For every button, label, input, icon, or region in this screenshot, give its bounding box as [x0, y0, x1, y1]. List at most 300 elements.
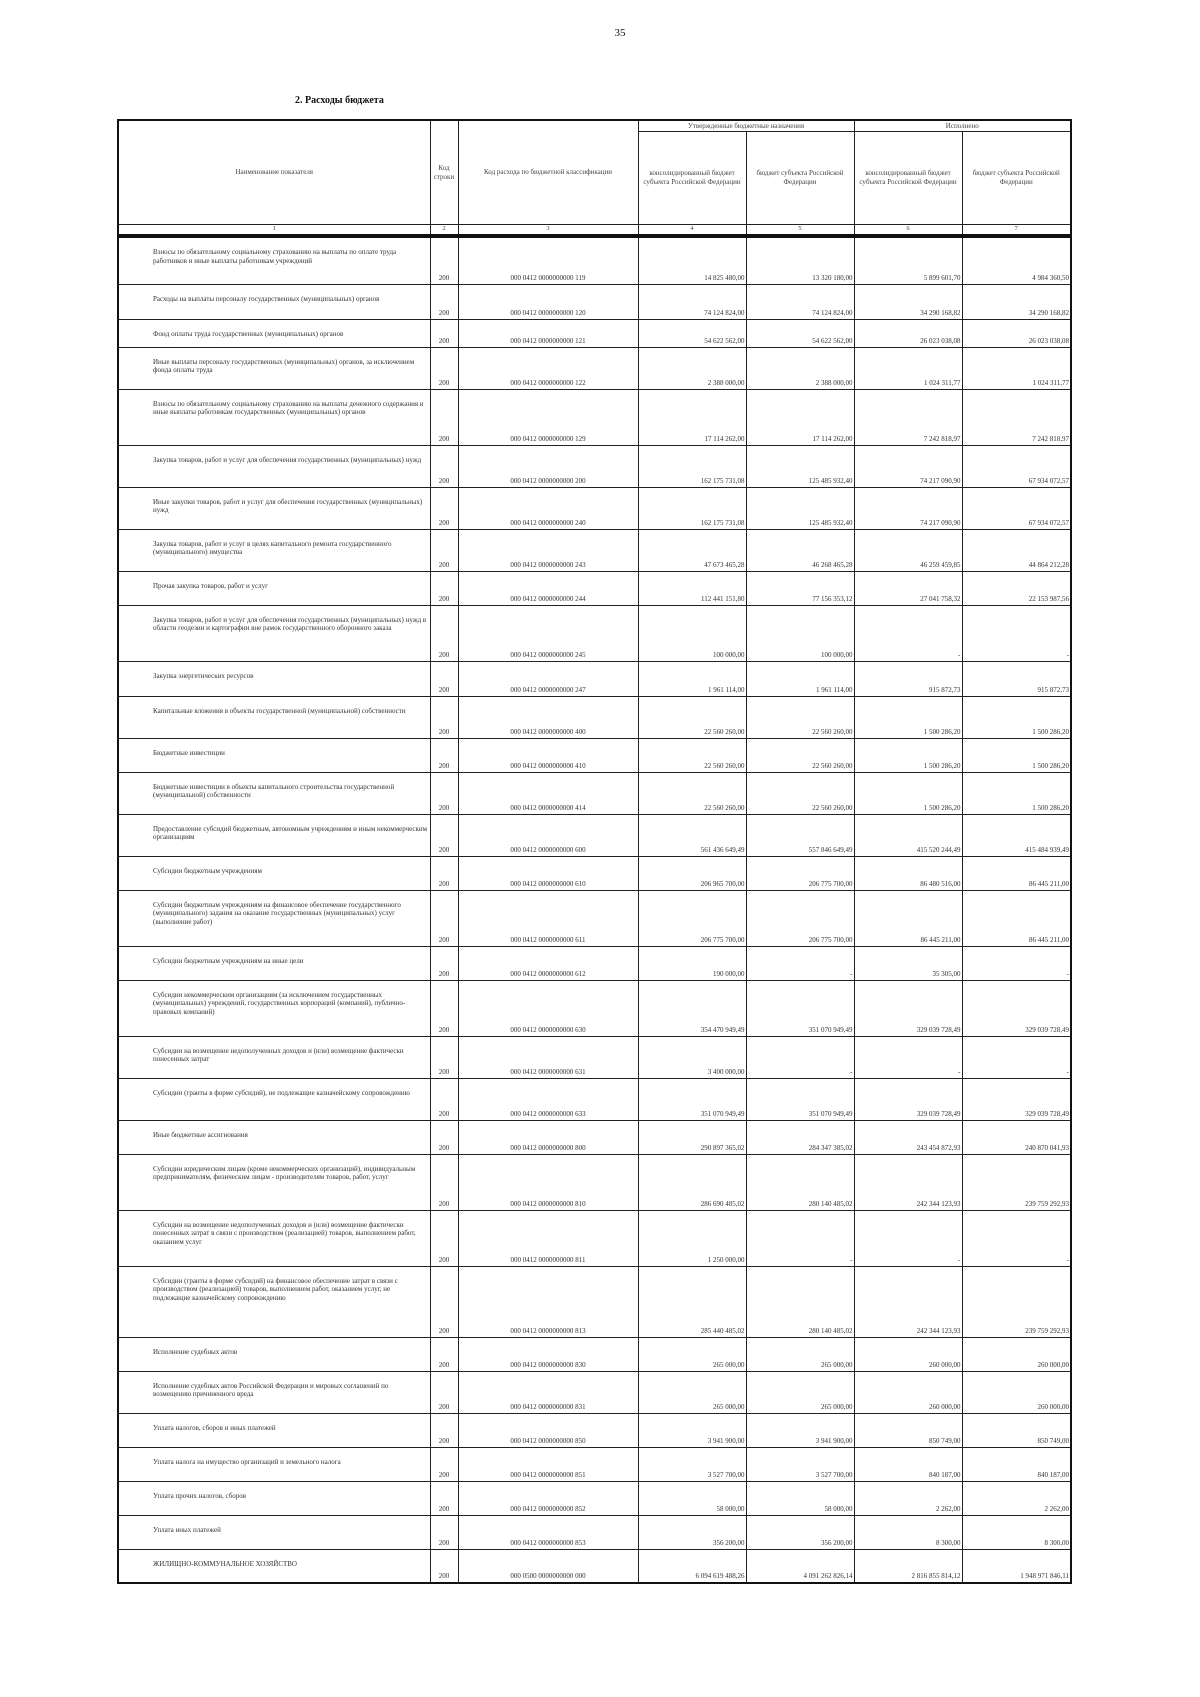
row-approved-subject-cell: 13 320 180,00 [746, 236, 854, 284]
row-name-cell [118, 661, 430, 696]
row-executed-consolidated-cell: 35 305,00 [854, 946, 962, 980]
row-executed-subject-cell: 26 023 038,08 [962, 319, 1071, 347]
section-title: 2. Расходы бюджета [295, 95, 384, 106]
row-executed-subject-cell: 1 500 286,20 [962, 772, 1071, 814]
row-name-text: Закупка товаров, работ и услуг для обеспечения государственных (муниципальных) нужд в области геодезии и картографии вне рамок государственного оборонного заказа [153, 615, 427, 633]
row-approved-subject-cell: 280 140 485,02 [746, 1154, 854, 1210]
table-row [118, 1413, 1071, 1447]
row-approved-subject-cell: 284 347 385,02 [746, 1120, 854, 1154]
row-approved-consolidated-cell: 2 388 000,00 [638, 347, 746, 389]
row-executed-consolidated-cell: 2 262,00 [854, 1481, 962, 1515]
table-row [118, 1549, 1071, 1583]
row-executed-consolidated-cell: 260 000,00 [854, 1337, 962, 1371]
table-row [118, 284, 1071, 319]
row-line-code-cell: 200 [430, 814, 458, 856]
row-kbk-cell: 000 0412 0000000000 810 [458, 1154, 638, 1210]
row-executed-consolidated-cell: 329 039 728,49 [854, 980, 962, 1036]
table-row [118, 487, 1071, 529]
row-approved-subject-cell: - [746, 946, 854, 980]
column-number: 5 [746, 225, 854, 237]
row-kbk-cell: 000 0412 0000000000 400 [458, 696, 638, 738]
table-row [118, 445, 1071, 487]
row-approved-subject-cell: 3 527 700,00 [746, 1447, 854, 1481]
row-executed-subject-cell: 86 445 211,00 [962, 890, 1071, 946]
row-kbk-cell: 000 0412 0000000000 121 [458, 319, 638, 347]
row-executed-subject-cell: 67 934 072,57 [962, 445, 1071, 487]
header-executed-group: Исполнено [854, 120, 1071, 132]
row-line-code-cell: 200 [430, 1447, 458, 1481]
row-name-text: ЖИЛИЩНО-КОММУНАЛЬНОЕ ХОЗЯЙСТВО [153, 1559, 297, 1568]
table-row [118, 1447, 1071, 1481]
row-name-cell [118, 980, 430, 1036]
row-approved-subject-cell: 54 622 562,00 [746, 319, 854, 347]
table-row [118, 1337, 1071, 1371]
table-row [118, 772, 1071, 814]
row-executed-subject-cell: 260 000,00 [962, 1371, 1071, 1413]
row-kbk-cell: 000 0412 0000000000 830 [458, 1337, 638, 1371]
row-approved-consolidated-cell: 561 436 649,49 [638, 814, 746, 856]
row-kbk-cell: 000 0412 0000000000 129 [458, 389, 638, 445]
row-approved-consolidated-cell: 22 560 260,00 [638, 696, 746, 738]
row-approved-subject-cell: 77 156 353,12 [746, 571, 854, 605]
column-number: 3 [458, 225, 638, 237]
row-name-cell [118, 890, 430, 946]
row-name-text: Закупка товаров, работ и услуг для обеспечения государственных (муниципальных) нужд [153, 455, 422, 464]
row-name-cell [118, 696, 430, 738]
row-executed-consolidated-cell: 26 023 038,08 [854, 319, 962, 347]
row-executed-subject-cell: 34 290 168,82 [962, 284, 1071, 319]
row-approved-consolidated-cell: 54 622 562,00 [638, 319, 746, 347]
row-approved-consolidated-cell: 290 897 365,02 [638, 1120, 746, 1154]
row-approved-subject-cell: 125 485 932,40 [746, 445, 854, 487]
column-number: 2 [430, 225, 458, 237]
row-approved-consolidated-cell: 162 175 731,08 [638, 445, 746, 487]
row-executed-consolidated-cell: 8 300,00 [854, 1515, 962, 1549]
row-executed-consolidated-cell: 915 872,73 [854, 661, 962, 696]
row-name-text: Взносы по обязательному социальному страхованию на выплаты денежного содержания и иные выплаты работникам государственных (муниципальных) органов [153, 399, 424, 417]
row-approved-consolidated-cell: 6 094 619 488,26 [638, 1549, 746, 1583]
row-line-code-cell: 200 [430, 571, 458, 605]
row-line-code-cell: 200 [430, 1371, 458, 1413]
row-executed-consolidated-cell: 840 187,00 [854, 1447, 962, 1481]
row-kbk-cell: 000 0412 0000000000 244 [458, 571, 638, 605]
row-approved-consolidated-cell: 351 070 949,49 [638, 1078, 746, 1120]
row-name-cell [118, 1413, 430, 1447]
row-kbk-cell: 000 0412 0000000000 410 [458, 738, 638, 772]
row-name-cell [118, 1481, 430, 1515]
row-approved-subject-cell: 3 941 900,00 [746, 1413, 854, 1447]
row-kbk-cell: 000 0412 0000000000 414 [458, 772, 638, 814]
expenditure-table [117, 119, 1072, 1584]
row-approved-consolidated-cell: 14 825 480,00 [638, 236, 746, 284]
row-executed-subject-cell: 7 242 818,97 [962, 389, 1071, 445]
row-approved-consolidated-cell: 354 470 949,49 [638, 980, 746, 1036]
row-executed-consolidated-cell: 7 242 818,97 [854, 389, 962, 445]
row-kbk-cell: 000 0412 0000000000 243 [458, 529, 638, 571]
row-kbk-cell: 000 0412 0000000000 631 [458, 1036, 638, 1078]
row-executed-consolidated-cell: - [854, 1036, 962, 1078]
row-kbk-cell: 000 0412 0000000000 200 [458, 445, 638, 487]
row-approved-consolidated-cell: 22 560 260,00 [638, 738, 746, 772]
table-row [118, 236, 1071, 284]
row-line-code-cell: 200 [430, 1210, 458, 1266]
row-kbk-cell: 000 0412 0000000000 611 [458, 890, 638, 946]
row-name-text: Бюджетные инвестиции в объекты капитального строительства государственной (муниципальной) собственности [153, 782, 395, 800]
table-row [118, 661, 1071, 696]
table-row [118, 696, 1071, 738]
row-approved-subject-cell: 206 775 700,00 [746, 890, 854, 946]
column-number: 1 [118, 225, 430, 237]
header-kbk: Код расхода по бюджетной классификации [458, 120, 638, 225]
table-row [118, 1210, 1071, 1266]
row-name-cell [118, 445, 430, 487]
row-name-cell [118, 487, 430, 529]
row-line-code-cell: 200 [430, 1078, 458, 1120]
row-line-code-cell: 200 [430, 319, 458, 347]
row-executed-subject-cell: 67 934 072,57 [962, 487, 1071, 529]
row-executed-consolidated-cell: 415 520 244,49 [854, 814, 962, 856]
row-name-cell [118, 319, 430, 347]
header-approved-subject: бюджет субъекта Российской Федерации [746, 132, 854, 225]
row-name-cell [118, 814, 430, 856]
row-name-text: Иные бюджетные ассигнования [153, 1130, 248, 1139]
row-name-text: Уплата налогов, сборов и иных платежей [153, 1423, 276, 1432]
row-name-cell [118, 1036, 430, 1078]
table-row [118, 980, 1071, 1036]
row-name-cell [118, 1120, 430, 1154]
row-executed-subject-cell: 1 024 311,77 [962, 347, 1071, 389]
table-row [118, 856, 1071, 890]
row-executed-subject-cell: 329 039 728,49 [962, 980, 1071, 1036]
table-row [118, 1371, 1071, 1413]
row-name-cell [118, 1549, 430, 1583]
row-approved-consolidated-cell: 285 440 485,02 [638, 1266, 746, 1337]
row-approved-subject-cell: 58 000,00 [746, 1481, 854, 1515]
row-approved-consolidated-cell: 47 673 465,28 [638, 529, 746, 571]
row-approved-subject-cell: 22 560 260,00 [746, 738, 854, 772]
table-row [118, 1120, 1071, 1154]
table-row [118, 319, 1071, 347]
row-kbk-cell: 000 0412 0000000000 240 [458, 487, 638, 529]
header-name: Наименование показателя [118, 120, 430, 225]
row-name-cell [118, 529, 430, 571]
row-kbk-cell: 000 0412 0000000000 120 [458, 284, 638, 319]
row-approved-subject-cell: 74 124 824,00 [746, 284, 854, 319]
row-approved-consolidated-cell: 356 200,00 [638, 1515, 746, 1549]
row-executed-subject-cell: 1 500 286,20 [962, 738, 1071, 772]
table-row [118, 389, 1071, 445]
row-line-code-cell: 200 [430, 1036, 458, 1078]
row-kbk-cell: 000 0412 0000000000 811 [458, 1210, 638, 1266]
row-executed-consolidated-cell: 1 024 311,77 [854, 347, 962, 389]
row-name-cell [118, 1078, 430, 1120]
row-executed-consolidated-cell: 260 000,00 [854, 1371, 962, 1413]
row-name-cell [118, 1337, 430, 1371]
row-approved-subject-cell: 351 070 949,49 [746, 1078, 854, 1120]
row-executed-consolidated-cell: 74 217 090,90 [854, 487, 962, 529]
row-name-text: Субсидии (гранты в форме субсидий), не подлежащие казначейскому сопровождению [153, 1088, 410, 1097]
row-kbk-cell: 000 0500 0000000000 000 [458, 1549, 638, 1583]
row-approved-consolidated-cell: 1 961 114,00 [638, 661, 746, 696]
row-executed-subject-cell: 239 759 292,93 [962, 1154, 1071, 1210]
row-approved-subject-cell: 2 388 000,00 [746, 347, 854, 389]
row-line-code-cell: 200 [430, 946, 458, 980]
row-kbk-cell: 000 0412 0000000000 119 [458, 236, 638, 284]
row-name-cell [118, 856, 430, 890]
table-row [118, 1154, 1071, 1210]
row-executed-consolidated-cell: 5 899 601,70 [854, 236, 962, 284]
table-row [118, 529, 1071, 571]
row-name-text: Уплата прочих налогов, сборов [153, 1491, 247, 1500]
row-executed-subject-cell: 260 000,00 [962, 1337, 1071, 1371]
row-name-text: Субсидии некоммерческим организациям (за исключением государственных (муниципальных) учреждений, государственных корпораций (компаний), публично-правовых компаний) [153, 990, 406, 1016]
row-executed-subject-cell: 22 153 987,56 [962, 571, 1071, 605]
row-executed-subject-cell: 86 445 211,00 [962, 856, 1071, 890]
row-executed-subject-cell: 4 984 360,50 [962, 236, 1071, 284]
header-approved-consolidated: консолидированный бюджет субъекта Российской Федерации [638, 132, 746, 225]
row-executed-subject-cell: - [962, 1210, 1071, 1266]
row-name-text: Субсидии на возмещение недополученных доходов и (или) возмещение фактически понесенных затрат [153, 1046, 404, 1064]
row-line-code-cell: 200 [430, 236, 458, 284]
row-line-code-cell: 200 [430, 284, 458, 319]
row-executed-subject-cell: - [962, 946, 1071, 980]
row-line-code-cell: 200 [430, 738, 458, 772]
row-name-cell [118, 1154, 430, 1210]
row-executed-consolidated-cell: 2 816 855 814,12 [854, 1549, 962, 1583]
row-executed-subject-cell: 915 872,73 [962, 661, 1071, 696]
row-executed-subject-cell: 329 039 728,49 [962, 1078, 1071, 1120]
row-approved-subject-cell: 4 091 262 826,14 [746, 1549, 854, 1583]
row-name-cell [118, 1210, 430, 1266]
row-approved-subject-cell: - [746, 1036, 854, 1078]
table-row [118, 1515, 1071, 1549]
row-kbk-cell: 000 0412 0000000000 247 [458, 661, 638, 696]
row-approved-consolidated-cell: 58 000,00 [638, 1481, 746, 1515]
row-approved-consolidated-cell: 3 527 700,00 [638, 1447, 746, 1481]
row-approved-subject-cell: 100 000,00 [746, 605, 854, 661]
row-line-code-cell: 200 [430, 529, 458, 571]
row-name-cell [118, 1371, 430, 1413]
row-line-code-cell: 200 [430, 696, 458, 738]
row-executed-subject-cell: 840 187,00 [962, 1447, 1071, 1481]
row-approved-consolidated-cell: 190 000,00 [638, 946, 746, 980]
row-approved-consolidated-cell: 265 000,00 [638, 1371, 746, 1413]
row-kbk-cell: 000 0412 0000000000 853 [458, 1515, 638, 1549]
row-line-code-cell: 200 [430, 1413, 458, 1447]
row-approved-subject-cell: 265 000,00 [746, 1371, 854, 1413]
row-name-cell [118, 1447, 430, 1481]
table-row [118, 1036, 1071, 1078]
row-kbk-cell: 000 0412 0000000000 850 [458, 1413, 638, 1447]
row-kbk-cell: 000 0412 0000000000 800 [458, 1120, 638, 1154]
row-name-text: Исполнение судебных актов Российской Федерации и мировых соглашений по возмещению причиненного вреда [153, 1381, 389, 1399]
row-kbk-cell: 000 0412 0000000000 851 [458, 1447, 638, 1481]
row-name-text: Расходы на выплаты персоналу государственных (муниципальных) органов [153, 294, 380, 303]
table-row [118, 1266, 1071, 1337]
row-approved-consolidated-cell: 206 775 700,00 [638, 890, 746, 946]
row-name-text: Закупка товаров, работ и услуг в целях капитального ремонта государственного (муниципального) имущества [153, 539, 392, 557]
table-row [118, 946, 1071, 980]
row-name-text: Иные закупки товаров, работ и услуг для обеспечения государственных (муниципальных) нужд [153, 497, 423, 515]
row-approved-subject-cell: 17 114 262,00 [746, 389, 854, 445]
row-name-text: Субсидии бюджетным учреждениям [153, 866, 262, 875]
row-name-text: Субсидии юридическим лицам (кроме некоммерческих организаций), индивидуальным предпринимателям, физическим лицам - производителям товаров, работ, услуг [153, 1164, 416, 1182]
row-name-cell [118, 605, 430, 661]
table-row [118, 1481, 1071, 1515]
row-executed-consolidated-cell: 46 259 459,85 [854, 529, 962, 571]
row-kbk-cell: 000 0412 0000000000 122 [458, 347, 638, 389]
row-executed-consolidated-cell: 329 039 728,49 [854, 1078, 962, 1120]
row-line-code-cell: 200 [430, 1154, 458, 1210]
table-row [118, 347, 1071, 389]
row-line-code-cell: 200 [430, 1337, 458, 1371]
header-executed-consolidated: консолидированный бюджет субъекта Российской Федерации [854, 132, 962, 225]
table-row [118, 814, 1071, 856]
row-executed-subject-cell: 8 300,00 [962, 1515, 1071, 1549]
row-name-text: Предоставление субсидий бюджетным, автономным учреждениям и иным некоммерческим организациям [153, 824, 428, 842]
row-approved-subject-cell: - [746, 1210, 854, 1266]
row-kbk-cell: 000 0412 0000000000 633 [458, 1078, 638, 1120]
row-executed-subject-cell: 1 500 286,20 [962, 696, 1071, 738]
row-name-cell [118, 347, 430, 389]
row-approved-subject-cell: 280 140 485,02 [746, 1266, 854, 1337]
row-approved-subject-cell: 22 560 260,00 [746, 696, 854, 738]
row-approved-consolidated-cell: 206 965 700,00 [638, 856, 746, 890]
row-approved-consolidated-cell: 3 941 900,00 [638, 1413, 746, 1447]
row-name-cell [118, 738, 430, 772]
header-approved-group: Утвержденные бюджетные назначения [638, 120, 854, 132]
row-name-cell [118, 772, 430, 814]
row-line-code-cell: 200 [430, 856, 458, 890]
row-name-cell [118, 571, 430, 605]
row-approved-consolidated-cell: 3 400 000,00 [638, 1036, 746, 1078]
row-executed-subject-cell: 850 749,00 [962, 1413, 1071, 1447]
row-executed-subject-cell: - [962, 605, 1071, 661]
column-number: 7 [962, 225, 1071, 237]
table-row [118, 890, 1071, 946]
row-approved-consolidated-cell: 17 114 262,00 [638, 389, 746, 445]
row-executed-consolidated-cell: 242 344 123,93 [854, 1266, 962, 1337]
row-executed-subject-cell: 240 870 041,93 [962, 1120, 1071, 1154]
row-approved-consolidated-cell: 162 175 731,08 [638, 487, 746, 529]
row-name-text: Уплата налога на имущество организаций и земельного налога [153, 1457, 341, 1466]
row-name-cell [118, 284, 430, 319]
row-approved-consolidated-cell: 22 560 260,00 [638, 772, 746, 814]
row-line-code-cell: 200 [430, 605, 458, 661]
row-line-code-cell: 200 [430, 1481, 458, 1515]
row-kbk-cell: 000 0412 0000000000 245 [458, 605, 638, 661]
row-line-code-cell: 200 [430, 661, 458, 696]
row-executed-subject-cell: 1 948 971 846,11 [962, 1549, 1071, 1583]
row-kbk-cell: 000 0412 0000000000 813 [458, 1266, 638, 1337]
row-approved-subject-cell: 206 775 700,00 [746, 856, 854, 890]
row-executed-consolidated-cell: 27 041 758,32 [854, 571, 962, 605]
row-approved-subject-cell: 265 000,00 [746, 1337, 854, 1371]
row-executed-consolidated-cell: 86 445 211,00 [854, 890, 962, 946]
row-name-text: Исполнение судебных актов [153, 1347, 238, 1356]
row-kbk-cell: 000 0412 0000000000 852 [458, 1481, 638, 1515]
row-executed-subject-cell: 239 759 292,93 [962, 1266, 1071, 1337]
row-approved-subject-cell: 557 846 649,49 [746, 814, 854, 856]
row-name-text: Бюджетные инвестиции [153, 748, 225, 757]
row-executed-consolidated-cell: - [854, 1210, 962, 1266]
row-name-cell [118, 946, 430, 980]
row-executed-consolidated-cell: 74 217 090,90 [854, 445, 962, 487]
row-executed-subject-cell: 415 484 939,49 [962, 814, 1071, 856]
row-executed-consolidated-cell: 1 500 286,20 [854, 772, 962, 814]
row-kbk-cell: 000 0412 0000000000 831 [458, 1371, 638, 1413]
row-name-text: Субсидии бюджетным учреждениям на иные цели [153, 956, 304, 965]
row-name-text: Взносы по обязательному социальному страхованию на выплаты по оплате труда работников и иные выплаты работникам учреждений [153, 248, 397, 265]
row-executed-consolidated-cell: 1 500 286,20 [854, 696, 962, 738]
row-executed-consolidated-cell: - [854, 605, 962, 661]
row-line-code-cell: 200 [430, 487, 458, 529]
row-approved-subject-cell: 22 560 260,00 [746, 772, 854, 814]
table-row [118, 571, 1071, 605]
row-approved-subject-cell: 125 485 932,40 [746, 487, 854, 529]
row-executed-consolidated-cell: 243 454 872,93 [854, 1120, 962, 1154]
row-kbk-cell: 000 0412 0000000000 600 [458, 814, 638, 856]
row-name-cell [118, 236, 430, 284]
row-executed-consolidated-cell: 86 480 516,00 [854, 856, 962, 890]
row-name-text: Капитальные вложения в объекты государственной (муниципальной) собственности [153, 706, 406, 715]
row-approved-subject-cell: 351 070 949,49 [746, 980, 854, 1036]
row-approved-consolidated-cell: 1 250 000,00 [638, 1210, 746, 1266]
row-name-text: Фонд оплаты труда государственных (муниципальных) органов [153, 329, 344, 338]
row-approved-subject-cell: 1 961 114,00 [746, 661, 854, 696]
row-line-code-cell: 200 [430, 1266, 458, 1337]
row-line-code-cell: 200 [430, 347, 458, 389]
row-line-code-cell: 200 [430, 1515, 458, 1549]
row-executed-subject-cell: 2 262,00 [962, 1481, 1071, 1515]
row-kbk-cell: 000 0412 0000000000 630 [458, 980, 638, 1036]
row-executed-consolidated-cell: 850 749,00 [854, 1413, 962, 1447]
table-row [118, 605, 1071, 661]
header-line-code: Код строки [430, 120, 458, 225]
row-executed-consolidated-cell: 242 344 123,93 [854, 1154, 962, 1210]
row-executed-subject-cell: 44 864 212,28 [962, 529, 1071, 571]
row-name-cell [118, 389, 430, 445]
column-number: 6 [854, 225, 962, 237]
header-executed-subject: бюджет субъекта Российской Федерации [962, 132, 1071, 225]
row-name-text: Иные выплаты персоналу государственных (муниципальных) органов, за исключением фонда оплаты труда [153, 357, 415, 375]
row-line-code-cell: 200 [430, 389, 458, 445]
row-name-text: Субсидии (гранты в форме субсидий) на финансовое обеспечение затрат в связи с производством (реализацией) товаров, выполнением работ, оказанием услуг, не подлежащие казначейскому сопровождению [153, 1276, 398, 1302]
row-approved-subject-cell: 356 200,00 [746, 1515, 854, 1549]
table-row [118, 1078, 1071, 1120]
row-kbk-cell: 000 0412 0000000000 612 [458, 946, 638, 980]
row-line-code-cell: 200 [430, 772, 458, 814]
row-name-cell [118, 1515, 430, 1549]
row-line-code-cell: 200 [430, 1120, 458, 1154]
row-line-code-cell: 200 [430, 890, 458, 946]
row-executed-consolidated-cell: 1 500 286,20 [854, 738, 962, 772]
column-number: 4 [638, 225, 746, 237]
table-row [118, 738, 1071, 772]
row-approved-consolidated-cell: 100 000,00 [638, 605, 746, 661]
row-approved-consolidated-cell: 112 441 151,80 [638, 571, 746, 605]
row-line-code-cell: 200 [430, 980, 458, 1036]
row-approved-consolidated-cell: 74 124 824,00 [638, 284, 746, 319]
row-name-text: Закупка энергетических ресурсов [153, 671, 254, 680]
page-number: 35 [614, 27, 626, 39]
row-executed-consolidated-cell: 34 290 168,82 [854, 284, 962, 319]
row-approved-consolidated-cell: 265 000,00 [638, 1337, 746, 1371]
row-approved-subject-cell: 46 268 465,28 [746, 529, 854, 571]
row-name-cell [118, 1266, 430, 1337]
row-name-text: Прочая закупка товаров, работ и услуг [153, 581, 268, 590]
row-line-code-cell: 200 [430, 1549, 458, 1583]
